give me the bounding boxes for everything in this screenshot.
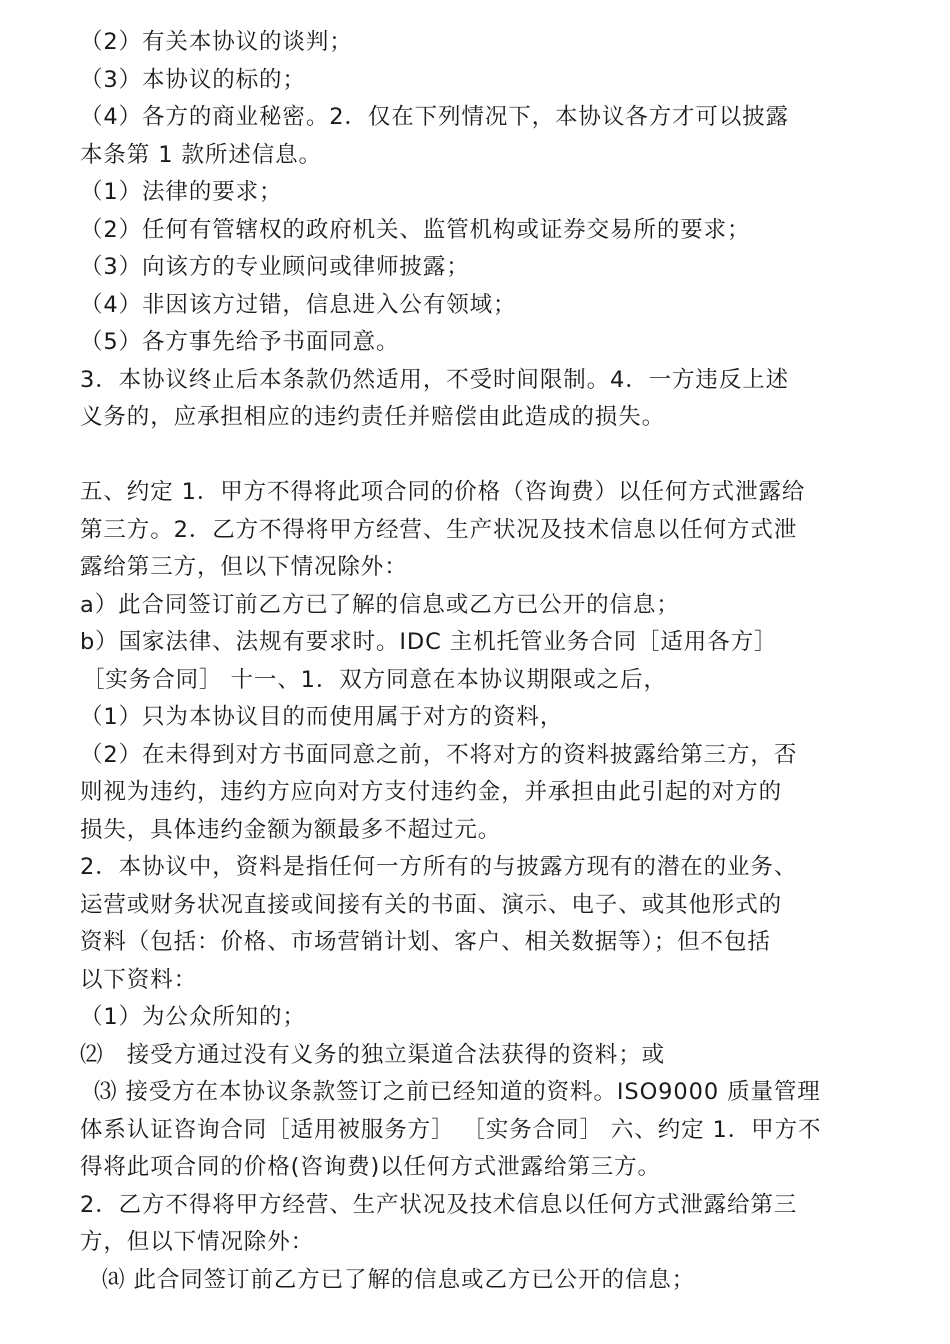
text-line: 2．本协议中，资料是指任何一方所有的与披露方现有的潜在的业务、: [80, 854, 798, 880]
text-line: （3）本协议的标的；: [80, 66, 306, 93]
text-line: 义务的，应承担相应的违约责任并赔偿由此造成的损失。: [80, 404, 666, 430]
text-line: ⒜ 此合同签订前乙方已了解的信息或乙方已公开的信息；: [102, 1266, 696, 1293]
text-line: 以下资料：: [80, 966, 198, 993]
text-line: 2．乙方不得将甲方经营、生产状况及技术信息以任何方式泄露给第三: [80, 1191, 798, 1218]
text-line: 损失，具体违约金额为额最多不超过元。: [80, 816, 502, 843]
text-line: b）国家法律、法规有要求时。IDC 主机托管业务合同［适用各方］: [80, 629, 778, 655]
text-line: a）此合同签订前乙方已了解的信息或乙方已公开的信息；: [80, 591, 680, 618]
text-line: （1）只为本协议目的而使用属于对方的资料，: [80, 704, 564, 730]
text-line: 方，但以下情况除外：: [80, 1229, 315, 1255]
blank-line: [80, 437, 910, 475]
text-line: （5）各方事先给予书面同意。: [80, 329, 400, 355]
text-line: 3．本协议终止后本条款仍然适用，不受时间限制。4．一方违反上述: [80, 366, 790, 393]
text-line: ⑶ 接受方在本协议条款签订之前已经知道的资料。ISO9000 质量管理: [94, 1079, 821, 1105]
text-line: 第三方。2．乙方不得将甲方经营、生产状况及技术信息以任何方式泄: [80, 516, 798, 543]
text-line: ⑵ 接受方通过没有义务的独立渠道合法获得的资料；或: [80, 1041, 666, 1068]
text-line: （2）有关本协议的谈判；: [80, 29, 353, 55]
text-line: 则视为违约，违约方应向对方支付违约金，并承担由此引起的对方的: [80, 779, 783, 805]
text-line: 资料（包括：价格、市场营销计划、客户、相关数据等）；但不包括: [80, 929, 771, 955]
text-line: （1）法律的要求；: [80, 179, 283, 205]
text-line: ［实务合同］ 十一、1．双方同意在本协议期限或之后，: [82, 666, 667, 693]
text-line: （4）各方的商业秘密。2．仅在下列情况下，本协议各方才可以披露: [80, 104, 790, 130]
text-line: 本条第 1 款所述信息。: [80, 141, 322, 168]
section-heading-line: 五、约定 1．甲方不得将此项合同的价格（咨询费）以任何方式泄露给: [80, 479, 806, 505]
text-line: （4）非因该方过错，信息进入公有领域；: [80, 291, 517, 318]
text-line: （1）为公众所知的；: [80, 1004, 306, 1030]
text-line: 运营或财务状况直接或间接有关的书面、演示、电子、或其他形式的: [80, 891, 783, 918]
text-line: 体系认证咨询合同［适用被服务方］ ［实务合同］ 六、约定 1．甲方不: [80, 1116, 822, 1143]
text-line: （2）在未得到对方书面同意之前，不将对方的资料披露给第三方，否: [80, 741, 798, 768]
text-line: （3）向该方的专业顾问或律师披露；: [80, 254, 470, 280]
text-line: 露给第三方，但以下情况除外：: [80, 554, 408, 580]
text-line: （2）任何有管辖权的政府机关、监管机构或证券交易所的要求；: [80, 216, 751, 243]
text-line: 得将此项合同的价格(咨询费)以任何方式泄露给第三方。: [80, 1154, 661, 1180]
